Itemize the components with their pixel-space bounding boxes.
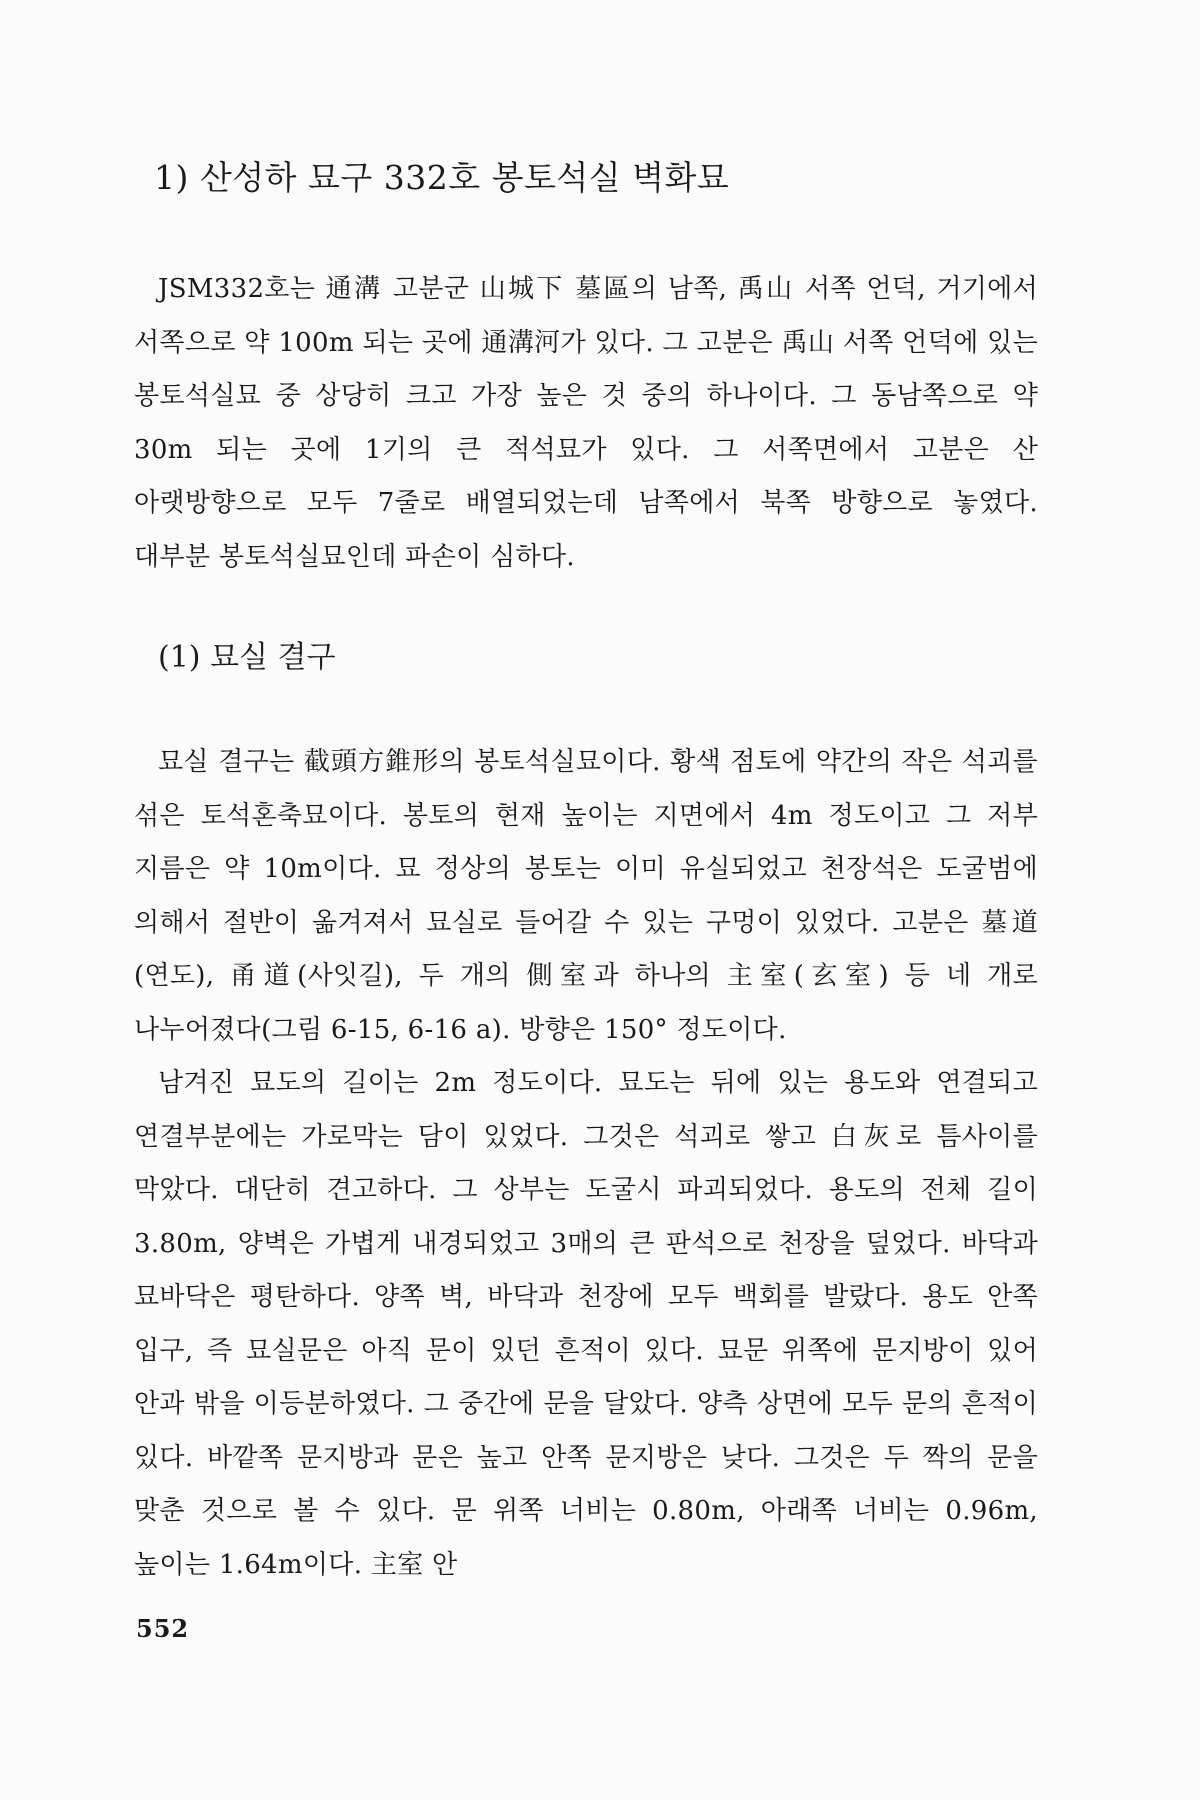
paragraph-passage — [134, 1057, 1038, 1592]
subsection-title: (1) 묘실 결구 — [158, 640, 336, 675]
paragraph-structure-text: 묘실 결구는 截頭方錐形의 봉토석실묘이다. 황색 점토에 약간의 작은 석괴를 섞은 토석혼축묘이다. 봉토의 현재 높이는 지면에서 4m 정도이고 그 저부 지름은 약 10m이다. 묘 정상의 봉토는 이미 유실되었고 천장석은 도굴범에 의해서 절반이 옮겨져서 묘실로 들어갈 수 있는 구멍이 있었다. 고분은 墓道(연도), 甬道(사잇길), 두 개의 側室과 하나의 主室(玄室) 등 네 개로 나누어졌다(그림 6-15, 6-16 a). 방향은 150° 정도이다. — [134, 747, 1038, 1045]
paragraph-structure — [134, 736, 1038, 1057]
page-number: 552 — [136, 1614, 190, 1643]
paragraph-passage-text: 남겨진 묘도의 길이는 2m 정도이다. 묘도는 뒤에 있는 용도와 연결되고 연결부분에는 가로막는 담이 있었다. 그것은 석괴로 쌓고 白灰로 틈사이를 막았다. 대단히 견고하다. 그 상부는 도굴시 파괴되었다. 용도의 전체 길이 3.80m, 양벽은 가볍게 내경되었고 3매의 큰 판석으로 천장을 덮었다. 바닥과 묘바닥은 평탄하다. 양쪽 벽, 바닥과 천장에 모두 백회를 발랐다. 용도 안쪽 입구, 즉 묘실문은 아직 문이 있던 흔적이 있다. 묘문 위쪽에 문지방이 있어 안과 밖을 이등분하였다. 그 중간에 문을 달았다. 양측 상면에 모두 문의 흔적이 있다. 바깥쪽 문지방과 문은 높고 안쪽 문지방은 낮다. 그것은 두 짝의 문을 맞춘 것으로 볼 수 있다. 문 위쪽 너비는 0.80m, 아래쪽 너비는 0.96m, 높이는 1.64m이다. 主室 안 — [134, 1068, 1038, 1580]
paragraph-intro-text: JSM332호는 通溝 고분군 山城下 墓區의 남쪽, 禹山 서쪽 언덕, 거기에서 서쪽으로 약 100m 되는 곳에 通溝河가 있다. 그 고분은 禹山 서쪽 언덕에 있는 봉토석실묘 중 상당히 크고 가장 높은 것 중의 하나이다. 그 동남쪽으로 약 30m 되는 곳에 1기의 큰 적석묘가 있다. 그 서쪽면에서 고분은 산 아랫방향으로 모두 7줄로 배열되었는데 남쪽에서 북쪽 방향으로 놓였다. 대부분 봉토석실묘인데 파손이 심하다. — [134, 274, 1038, 572]
paragraph-intro — [134, 263, 1038, 584]
page-content — [134, 155, 1038, 1592]
section-title: 1) 산성하 묘구 332호 봉토석실 벽화묘 — [154, 158, 730, 197]
